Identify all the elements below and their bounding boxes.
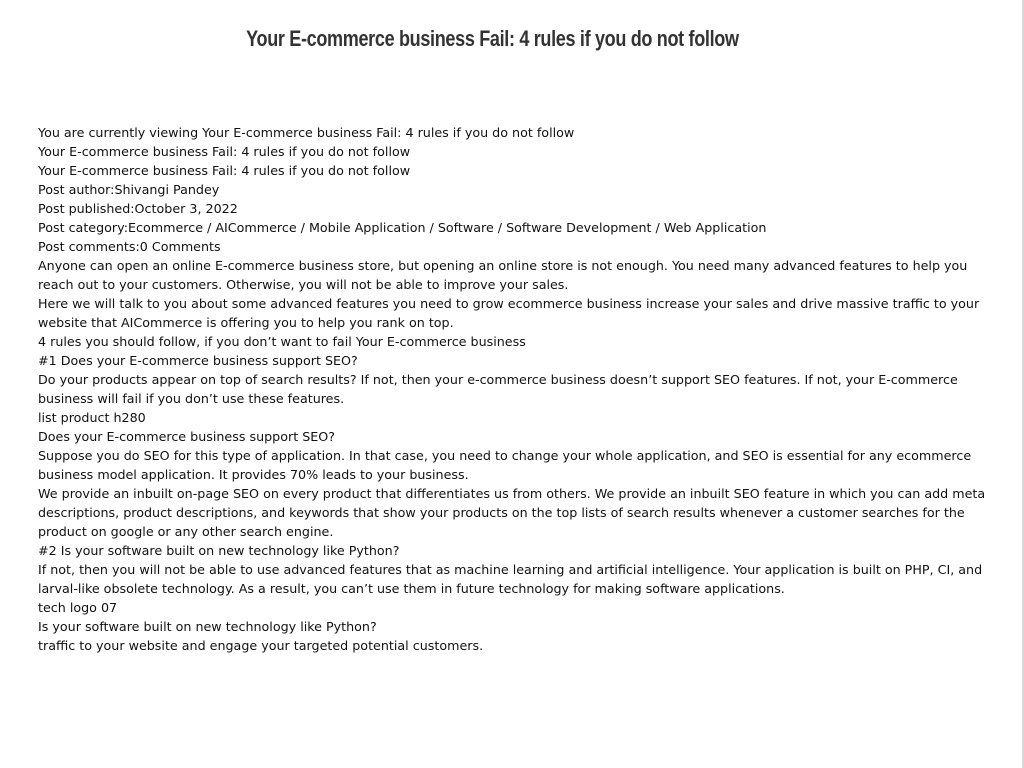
- post-category: Post category:Ecommerce / AICommerce / Mobile Application / Software / Software Development / Web Application: [38, 220, 767, 235]
- traffic-line: traffic to your website and engage your targeted potential customers.: [38, 638, 484, 653]
- image-alt-tech-logo: tech logo 07: [38, 600, 118, 615]
- post-published: Post published:October 3, 2022: [38, 201, 238, 216]
- post-comments: Post comments:0 Comments: [38, 239, 221, 254]
- viewing-notice: You are currently viewing Your E-commerce business Fail: 4 rules if you do not follow: [38, 125, 575, 140]
- rules-heading: 4 rules you should follow, if you don’t want to fail Your E-commerce business: [38, 334, 526, 349]
- article-content: [38, 123, 1003, 655]
- post-title-line: Your E-commerce business Fail: 4 rules if you do not follow: [38, 163, 411, 178]
- rule-1-heading: #1 Does your E-commerce business support SEO?: [38, 353, 358, 368]
- python-subheading: Is your software built on new technology like Python?: [38, 619, 377, 634]
- rule-1-paragraph: Do your products appear on top of search results? If not, then your e-commerce business doesn’t support SEO features. If not, your E-commerce business will fail if you don’t use these features.: [38, 372, 958, 406]
- rule-2-heading: #2 Is your software built on new technology like Python?: [38, 543, 400, 558]
- inbuilt-seo-paragraph: We provide an inbuilt on-page SEO on every product that differentiates us from others. We provide an inbuilt SEO feature in which you can add meta descriptions, product descriptions, and keywords that show your products on the top lists of search results whenever a customer searches for the product on google or any other search engine.: [38, 486, 986, 539]
- image-alt-list-product: list product h280: [38, 410, 146, 425]
- intro-paragraph: Anyone can open an online E-commerce business store, but opening an online store is not enough. You need many advanced features to help you reach out to your customers. Otherwise, you will not be able to improve your sales.: [38, 258, 968, 292]
- features-paragraph: Here we will talk to you about some advanced features you need to grow ecommerce business increase your sales and drive massive traffic to your website that AICommerce is offering you to help you rank on top.: [38, 296, 980, 330]
- seo-subheading: Does your E-commerce business support SEO?: [38, 429, 336, 444]
- post-author: Post author:Shivangi Pandey: [38, 182, 220, 197]
- page-title: Your E-commerce business Fail: 4 rules if you do not follow: [246, 26, 739, 51]
- rule-2-paragraph: If not, then you will not be able to use advanced features that as machine learning and artificial intelligence. Your application is built on PHP, CI, and larval-like obsolete technology. As a result, you can’t use them in future technology for making software applications.: [38, 562, 983, 596]
- seo-paragraph: Suppose you do SEO for this type of application. In that case, you need to change your whole application, and SEO is essential for any ecommerce business model application. It provides 70% leads to your business.: [38, 448, 972, 482]
- breadcrumb-line: Your E-commerce business Fail: 4 rules if you do not follow: [38, 144, 411, 159]
